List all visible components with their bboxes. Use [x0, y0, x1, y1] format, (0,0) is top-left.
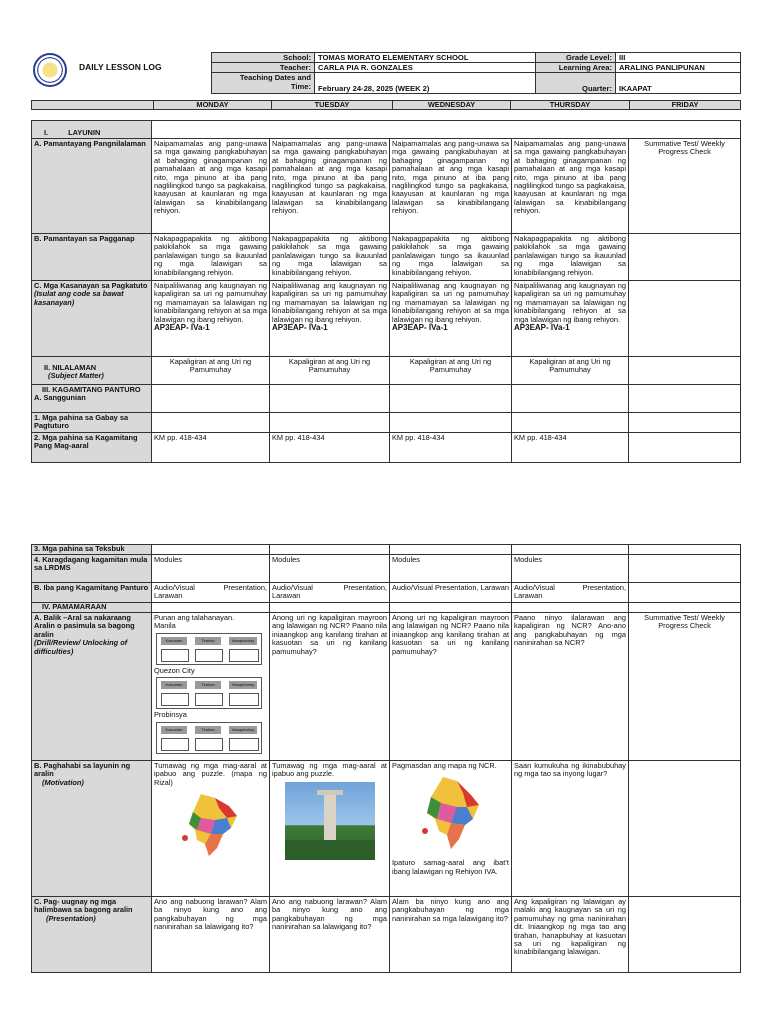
tue-nilalaman: Kapaligiran at ang Uri ng Pamumuhay — [270, 357, 390, 385]
kagamitang-label: 2. Mga pahina sa Kagamitang Pang Mag-aaral — [32, 432, 152, 462]
wed-pagganap: Nakapagpapakita ng aktibong pakikilahok sa mga gawaing panlalawigan tungo sa ikauunlad ng mga lalawigan sa kinabibilangang rehiyon. — [390, 234, 512, 281]
wed-pamantayang: Naipamamalas ang pang-unawa sa mga gawaing pangkabuhayan at bahaging ginagampanan ng pamahalaan at ang mga kasapi nito, mga pinuno at iba pang naglilingkod tungo sa pagkakaisa, kaayusan at kaunlaran ng mga lalawigan sa kinabibilangang rehiyon. — [390, 139, 512, 234]
day-friday: FRIDAY — [630, 101, 741, 110]
school-value: TOMAS MORATO ELEMENTARY SCHOOL — [315, 53, 536, 63]
kagamitan-label: III. KAGAMITANG PANTURO A. Sanggunian — [32, 385, 152, 413]
day-thursday: THURSDAY — [511, 101, 630, 110]
area-value: ARALING PANLIPUNAN — [616, 63, 741, 73]
thu-modules: Modules — [512, 555, 629, 583]
wed-nilalaman: Kapaligiran at ang Uri ng Pamumuhay — [390, 357, 512, 385]
tue-km: KM pp. 418-434 — [270, 432, 390, 462]
mon-modules: Modules — [152, 555, 270, 583]
thu-pagganap: Nakapagpapakita ng aktibong pakikilahok sa mga gawaing panlalawigan tungo sa ikauunlad ng mga lalawigan sa kinabibilangang rehiyon. — [512, 234, 629, 281]
kasanayan-label: C. Mga Kasanayan sa Pagkatuto (Isulat ang code sa bawat kasanayan) — [32, 281, 152, 357]
deped-seal — [33, 53, 67, 87]
tue-pag-uugnay: Ano ang nabuong larawan? Alam ba ninyo kung ano ang pangkabuhayan ng mga naninirahan sa lalawigang ito? — [270, 897, 390, 973]
wed-pag-uugnay: Alam ba ninyo kung ano ang pangkabuhayan ng mga naninirahan sa mga lalawigang ito? — [390, 897, 512, 973]
mon-av: Audio/Visual Presentation, Larawan — [152, 583, 270, 603]
table-form-manila: Kasuotan Tirahan Hanapbuhay — [156, 633, 262, 665]
day-wednesday: WEDNESDAY — [393, 101, 511, 110]
pagganap-label: B. Pamantayan sa Pagganap — [32, 234, 152, 281]
mon-pag-uugnay: Ano ang nabuong larawan? Alam ba ninyo kung ano ang pangkabuhayan ng mga naninirahan sa lalawigang ito? — [152, 897, 270, 973]
mon-paghahabi: Tumawag ng mga mag-aaral at ipabuo ang puzzle. (mapa ng Rizal) — [152, 761, 270, 897]
thu-pag-uugnay: Ang kapaligiran ng lalawigan ay malaki ang kaugnayan sa uri ng pamumuhay ng gma naninirahan dit. Iniaangkop ng mga tao ang tirahan, hanapbuhay at kasuotan sa uri ng kapaligiran ng kinabibilangang lalawigan. — [512, 897, 629, 973]
layunin-heading: I. LAYUNIN — [32, 121, 152, 139]
pag-uugnay-label: C. Pag- uugnay ng mga halimbawa sa bagong aralin (Presentation) — [32, 897, 152, 973]
mon-km: KM pp. 418-434 — [152, 432, 270, 462]
mon-balik-aral: Punan ang talahanayan. Manila Kasuotan Tirahan Hanapbuhay Quezon City Kasuotan Tirahan Hanapbuhay Probinsya Kasuotan Tirahan Hanapbuhay — [152, 613, 270, 761]
grade-label: Grade Level: — [536, 53, 616, 63]
balik-aral-label: A. Balik –Aral sa nakaraang Aralin o pasimula sa bagong aralin (Drill/Review/ Unlocking of difficulties) — [32, 613, 152, 761]
lrdms-label: 4. Karagdagang kagamitan mula sa LRDMS — [32, 555, 152, 583]
tue-pamantayang: Naipamamalas ang pang-unawa sa mga gawaing pangkabuhayan at bahaging ginagampanan ng pamahalaan at ang mga kasapi nito, mga pinuno at iba pang naglilingkod tungo sa pagkakaisa, kaayusan at kaunlaran ng mga lalawigan sa kinabibilangang rehiyon. — [270, 139, 390, 234]
mon-nilalaman: Kapaligiran at ang Uri ng Pamumuhay — [152, 357, 270, 385]
tue-modules: Modules — [270, 555, 390, 583]
mon-kasanayan: Naipaliliwanag ang kaugnayan ng kapaligiran sa uri ng pamumuhay ng mamamayan sa lalawigan ng kinabibilangang rehiyon at sa mga lalawigan ng ibang rehiyon. AP3EAP- IVa-1 — [152, 281, 270, 357]
wed-modules: Modules — [390, 555, 512, 583]
iba-pang-label: B. Iba pang Kagamitang Panturo — [32, 583, 152, 603]
grade-value: III — [616, 53, 741, 63]
tue-av: Audio/Visual Presentation, Larawan — [270, 583, 390, 603]
tue-balik-aral: Anong uri ng kapaligiran mayroon ang lalawigan ng NCR? Paano nila iniaangkop ang kanilang tirahan at kasuotan sa uri ng kanilang pamumuhay? — [270, 613, 390, 761]
table-form-probinsya: Kasuotan Tirahan Hanapbuhay — [156, 722, 262, 754]
tue-paghahabi: Tumawag ng mga mag-aaral at ipabuo ang puzzle. — [270, 761, 390, 897]
lesson-table-page1 — [31, 120, 741, 463]
thu-balik-aral: Paano ninyo ilalarawan ang kapaligiran ng NCR? Ano-ano ang pangkabuhayan ng mga naninirahan sa NCR? — [512, 613, 629, 761]
teksbuk-label: 3. Mga pahina sa Teksbuk — [32, 545, 152, 555]
wed-av: Audio/Visual Presentation, Larawan — [390, 583, 512, 603]
teacher-label: Teacher: — [212, 63, 315, 73]
mon-pagganap: Nakapagpapakita ng aktibong pakikilahok sa mga gawaing panlalawigan tungo sa ikauunlad ng mga lalawigan sa kinabibilangang rehiyon. — [152, 234, 270, 281]
monument-photo — [285, 782, 375, 860]
area-label: Learning Area: — [536, 63, 616, 73]
day-monday: MONDAY — [154, 101, 272, 110]
table-form-qc: Kasuotan Tirahan Hanapbuhay — [156, 677, 262, 709]
thu-av: Audio/Visual Presentation, Larawan — [512, 583, 629, 603]
quarter-value: IKAAPAT — [616, 73, 741, 94]
fri-summative-2: Summative Test/ Weekly Progress Check — [629, 613, 741, 761]
wed-km: KM pp. 418-434 — [390, 432, 512, 462]
day-tuesday: TUESDAY — [272, 101, 393, 110]
tue-kasanayan: Naipaliliwanag ang kaugnayan ng kapaligiran sa uri ng pamumuhay ng mamamayan sa lalawigan ng kinabibilangang rehiyon at sa mga lalawigan ng ibang rehiyon. AP3EAP- IVa-1 — [270, 281, 390, 357]
teacher-value: CARLA PIA R. GONZALES — [315, 63, 536, 73]
dates-value: February 24-28, 2025 (WEEK 2) — [315, 73, 536, 94]
nilalaman-label: II. NILALAMAN (Subject Matter) — [32, 357, 152, 385]
pamamaraan-label: IV. PAMAMARAAN — [32, 603, 152, 613]
lesson-table-page2 — [31, 544, 741, 973]
header-table — [211, 52, 741, 94]
wed-paghahabi: Pagmasdan ang mapa ng NCR. Ipaturo samag-aaral ang ibat’t ibang lalawigan ng Rehiyon IVA. — [390, 761, 512, 897]
thu-paghahabi: Saan kumukuha ng ikinabubuhay ng mga tao sa inyong lugar? — [512, 761, 629, 897]
thu-km: KM pp. 418-434 — [512, 432, 629, 462]
gabay-label: 1. Mga pahina sa Gabay sa Pagtuturo — [32, 413, 152, 433]
days-header — [31, 100, 741, 110]
wed-balik-aral: Anong uri ng kapaligiran mayroon ang lalawigan ng NCR? Paano nila iniaangkop ang kanilang tirahan at kasuotan sa uri ng kanilang pamumuhay? — [390, 613, 512, 761]
paghahabi-label: B. Paghahabi sa layunin ng aralin (Motivation) — [32, 761, 152, 897]
mon-pamantayang: Naipamamalas ang pang-unawa sa mga gawaing pangkabuhayan at bahaging ginagampanan ng pamahalaan at ang mga kasapi nito, mga pinuno at iba pang naglilingkod tungo sa pagkakaisa, kaayusan at kaunlaran ng mga lalawigan sa kinabibilangang rehiyon. — [152, 139, 270, 234]
tue-pagganap: Nakapagpapakita ng aktibong pakikilahok sa mga gawaing panlalawigan tungo sa ikauunlad ng mga lalawigan sa kinabibilangang rehiyon. — [270, 234, 390, 281]
thu-pamantayang: Naipamamalas ang pang-unawa sa mga gawaing pangkabuhayan at bahaging ginagampanan ng pamahalaan at ang mga kasapi nito, mga pinuno at iba pang naglilingkod tungo sa pagkakaisa, kaayusan at kaunlaran ng mga lalawigan sa kinabibilangang rehiyon. — [512, 139, 629, 234]
school-label: School: — [212, 53, 315, 63]
dates-label: Teaching Dates and Time: — [212, 73, 315, 94]
document-title: DAILY LESSON LOG — [79, 62, 162, 72]
rizal-map-image — [171, 790, 251, 860]
thu-kasanayan: Naipaliliwanag ang kaugnayan ng kapaligiran sa uri ng pamumuhay ng mamamayan sa lalawigan ng kinabibilangang rehiyon at sa mga lalawigan ng ibang rehiyon. AP3EAP- IVa-1 — [512, 281, 629, 357]
quarter-label: Quarter: — [536, 73, 616, 94]
wed-kasanayan: Naipaliliwanag ang kaugnayan ng kapaligiran sa uri ng pamumuhay ng mamamayan sa lalawigan ng kinabibilangang rehiyon at sa mga lalawigan ng ibang rehiyon. AP3EAP- IVa-1 — [390, 281, 512, 357]
pamantayang-label: A. Pamantayang Pangnilalaman — [32, 139, 152, 234]
fri-summative: Summative Test/ Weekly Progress Check — [629, 139, 741, 234]
ncr-map-image — [411, 773, 491, 853]
thu-nilalaman: Kapaligiran at ang Uri ng Pamumuhay — [512, 357, 629, 385]
